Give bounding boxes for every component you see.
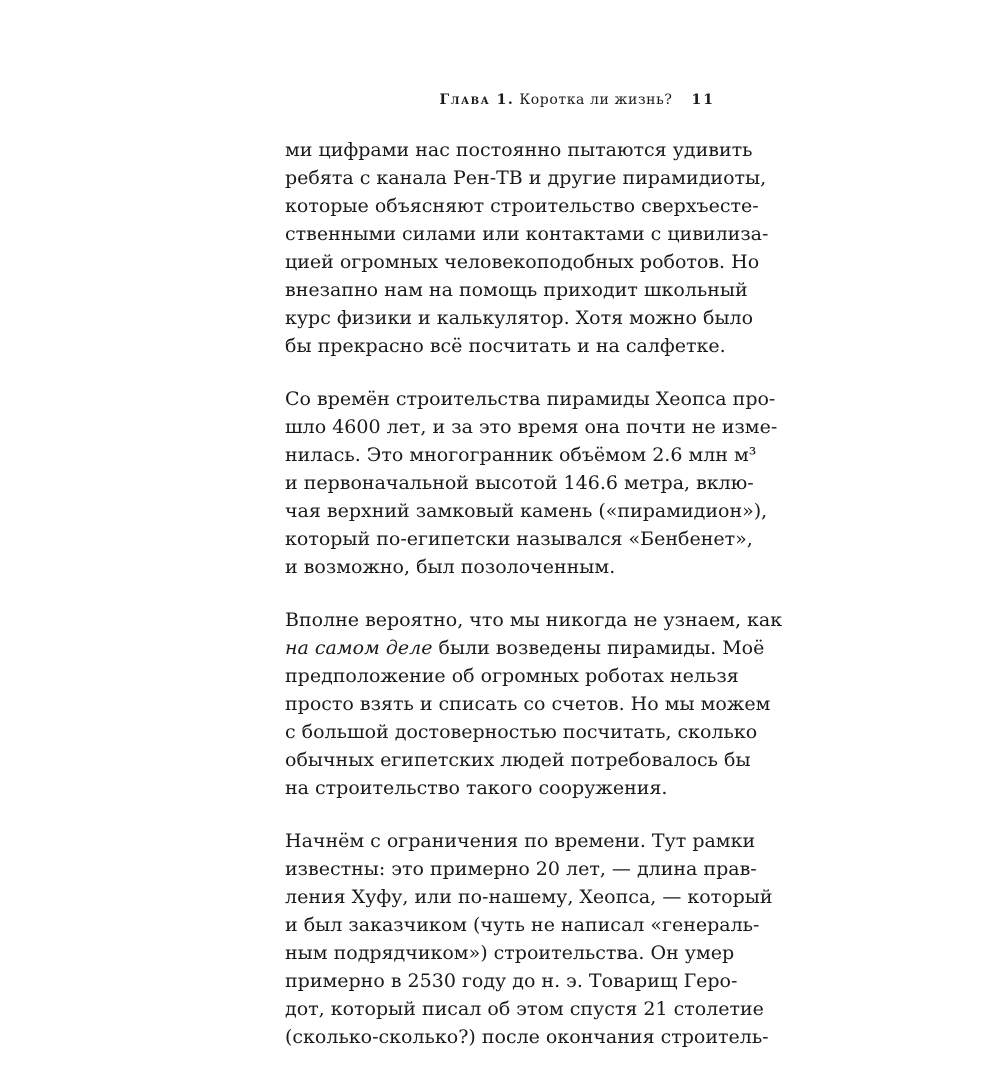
text-line: Со времён строительства пирамиды Хеопса про- bbox=[285, 388, 776, 410]
text-line: и был заказчиком (чуть не написал «генераль- bbox=[285, 914, 760, 936]
text-line: цией огромных человекоподобных роботов. Но bbox=[285, 251, 760, 273]
text-line: чая верхний замковый камень («пирамидион»), bbox=[285, 500, 768, 522]
text-line: которые объясняют строительство сверхъесте- bbox=[285, 195, 759, 217]
paragraph bbox=[285, 385, 778, 581]
text-line: и первоначальной высотой 146.6 метра, вклю- bbox=[285, 472, 754, 494]
text-line: Начнём с ограничения по времени. Тут рамки bbox=[285, 830, 756, 852]
text-line: просто взять и списать со счетов. Но мы можем bbox=[285, 693, 771, 715]
text-line: и возможно, был позолоченным. bbox=[285, 556, 616, 578]
paragraph bbox=[285, 136, 769, 360]
text-line: ребята с канала Рен-ТВ и другие пирамидиоты, bbox=[285, 167, 767, 189]
text-line: внезапно нам на помощь приходит школьный bbox=[285, 279, 748, 301]
text-line: шло 4600 лет, и за это время она почти не изме- bbox=[285, 416, 778, 438]
page-number: 11 bbox=[691, 92, 715, 108]
text-line: обычных египетских людей потребовалось бы bbox=[285, 749, 751, 771]
paragraph bbox=[285, 827, 773, 1051]
text-line: с большой достоверностью посчитать, сколько bbox=[285, 721, 758, 743]
text-line: ственными силами или контактами с цивилиза- bbox=[285, 223, 769, 245]
text-line: известны: это примерно 20 лет, — длина прав- bbox=[285, 858, 757, 880]
text-line: дот, который писал об этом спустя 21 столетие bbox=[285, 998, 764, 1020]
text-line: (сколько-сколько?) после окончания строитель- bbox=[285, 1026, 769, 1048]
body-text bbox=[285, 136, 783, 1076]
text-line: ным подрядчиком») строительства. Он умер bbox=[285, 942, 735, 964]
italic-emphasis: на самом деле bbox=[285, 637, 433, 659]
text-line: бы прекрасно всё посчитать и на салфетке. bbox=[285, 335, 726, 357]
text-line: предположение об огромных роботах нельзя bbox=[285, 665, 739, 687]
text-line: ления Хуфу, или по-нашему, Хеопса, — который bbox=[285, 886, 773, 908]
text-line: курс физики и калькулятор. Хотя можно было bbox=[285, 307, 754, 329]
chapter-label: Глава 1. bbox=[439, 92, 515, 108]
text-line: ми цифрами нас постоянно пытаются удивить bbox=[285, 139, 753, 161]
text-line: который по-египетски назывался «Бенбенет», bbox=[285, 528, 753, 550]
chapter-title: Коротка ли жизнь? bbox=[519, 92, 673, 108]
running-head bbox=[285, 92, 715, 108]
text-line: нилась. Это многогранник объёмом 2.6 млн м³ bbox=[285, 444, 757, 466]
text-line: на строительство такого сооружения. bbox=[285, 777, 668, 799]
text-line: Вполне вероятно, что мы никогда не узнаем, как bbox=[285, 609, 783, 631]
text-fragment: были возведены пирамиды. Моё bbox=[432, 637, 765, 659]
text-line: примерно в 2530 году до н. э. Товарищ Геро- bbox=[285, 970, 738, 992]
paragraph bbox=[285, 606, 783, 802]
text-line bbox=[285, 634, 765, 662]
